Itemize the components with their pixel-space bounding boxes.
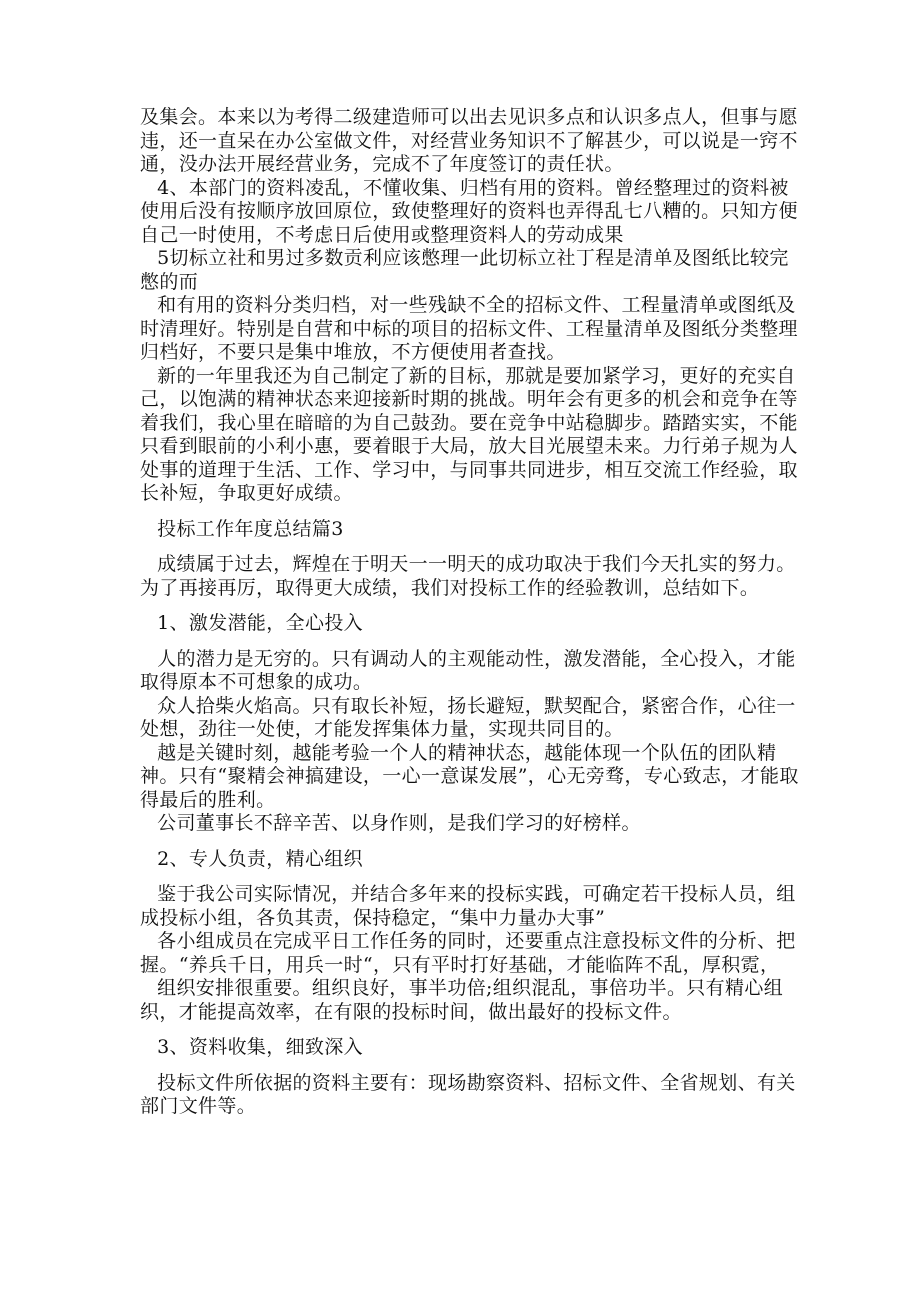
paragraph-new-year-goals: 新的一年里我还为自己制定了新的目标，那就是要加紧学习，更好的充实自己，以饱满的精神状态来迎接新时期的挑战。明年会有更多的机会和竞争在等着我们，我心里在暗暗的为自己鼓劲。要在竞争中站稳脚步。踏踏实实，不能只看到眼前的小利小惠，要着眼于大局，放大目光展望未来。力行弟子规为人处事的道理于生活、工作、学习中，与同事共同进步，相互交流工作经验，取长补短，争取更好成绩。 [140, 364, 798, 504]
paragraph-item-4: 4、本部门的资料凌乱，不懂收集、归档有用的资料。曾经整理过的资料被使用后没有按顺序放回原位，致使整理好的资料也弄得乱七八糟的。只知方便自己一时使用，不考虑日后使用或整理资料人的劳动成果 [140, 176, 798, 246]
paragraph: 公司董事长不辞辛苦、以身作则，是我们学习的好榜样。 [157, 812, 641, 834]
paragraph: 投标文件所依据的资料主要有：现场勘察资料、招标文件、全省规划、有关部门文件等。 [140, 1071, 796, 1117]
section-title: 投标工作年度总结篇3 [157, 517, 344, 540]
paragraph: 众人拾柴火焰高。只有取长补短，扬长避短，默契配合，紧密合作，心往一处想，劲往一处使，才能发挥集体力量，实现共同目的。 [140, 694, 796, 740]
paragraph-item-5: 5切标立社和男过多数贡利应该憋理一此切标立社丁程是清单及图纸比较完憋的而 [140, 247, 789, 293]
document-body [140, 106, 800, 1119]
paragraph: 组织安排很重要。组织良好，事半功倍;组织混乱，事倍功半。只有精心组织，才能提高效率，在有限的投标时间，做出最好的投标文件。 [140, 977, 784, 1023]
paragraph: 越是关键时刻，越能考验一个人的精神状态，越能体现一个队伍的团队精神。只有“聚精会神搞建设，一心一意谋发展”，心无旁骛，专心致志，才能取得最后的胜利。 [140, 741, 799, 811]
heading-1: 1、激发潜能，全心投入 [157, 612, 364, 634]
paragraph-archive: 和有用的资料分类归档，对一些残缺不全的招标文件、工程量清单或图纸及时清理好。特别是自营和中标的项目的招标文件、工程量清单及图纸分类整理归档好，不要只是集中堆放，不方便使用者查找。 [140, 294, 798, 363]
paragraph: 各小组成员在完成平日工作任务的同时，还要重点注意投标文件的分析、把握。“养兵千日，用兵一时“，只有平时打好基础，才能临阵不乱，厚积霓， [140, 930, 796, 976]
paragraph-intro: 成绩属于过去，辉煌在于明天一一明天的成功取决于我们今天扎实的努力。为了再接再厉，取得更大成绩，我们对投标工作的经验教训，总结如下。 [140, 553, 796, 599]
paragraph-continuation: 及集会。本来以为考得二级建造师可以出去见识多点和认识多点人，但事与愿违，还一直呆在办公室做文件，对经营业务知识不了解甚少，可以说是一窍不通，没办法开展经营业务，完成不了年度签订的责任状。 [140, 106, 798, 175]
heading-3: 3、资料收集，细致深入 [157, 1036, 364, 1058]
paragraph: 人的潜力是无穷的。只有调动人的主观能动性，激发潜能，全心投入，才能取得原本不可想象的成功。 [140, 647, 796, 693]
heading-2: 2、专人负责，精心组织 [157, 847, 364, 870]
paragraph: 鉴于我公司实际情况，并结合多年来的投标实践，可确定若干投标人员，组成投标小组，各负其责，保持稳定，“集中力量办大事” [140, 883, 796, 929]
